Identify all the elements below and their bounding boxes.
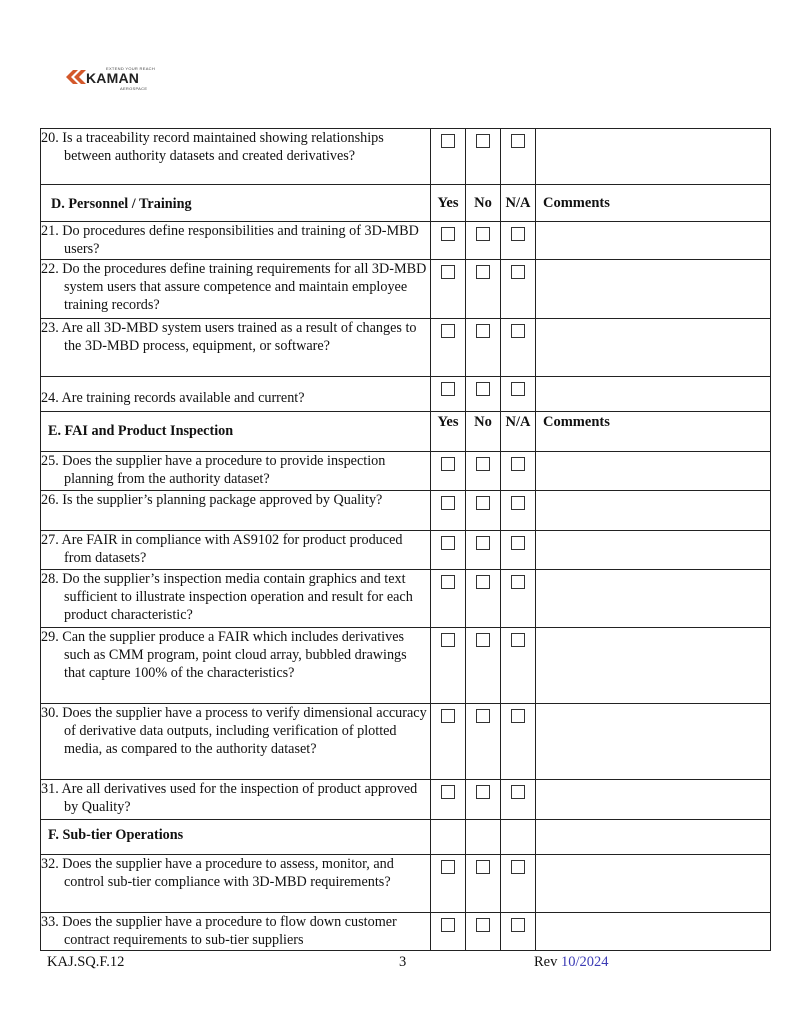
question-29: 29. Can the supplier produce a FAIR which includes derivatives such as CMM program, point cloud array, bubbled drawings that capture 100% of the characteristics? bbox=[41, 629, 407, 681]
na-header: N/A bbox=[501, 412, 536, 452]
na-checkbox[interactable] bbox=[511, 265, 525, 279]
na-checkbox[interactable] bbox=[511, 918, 525, 932]
revision-date: 10/2024 bbox=[560, 954, 609, 970]
yes-checkbox[interactable] bbox=[441, 633, 455, 647]
footer-revision bbox=[534, 954, 609, 971]
yes-checkbox[interactable] bbox=[441, 265, 455, 279]
table-row bbox=[41, 913, 771, 951]
question-33: 33. Does the supplier have a procedure to flow down customer contract requirements to sub-tier suppliers bbox=[41, 914, 397, 948]
no-checkbox[interactable] bbox=[476, 496, 490, 510]
question-22: 22. Do the procedures define training requirements for all 3D-MBD system users that assure competence and maintain employee training records? bbox=[41, 261, 427, 313]
na-checkbox[interactable] bbox=[511, 457, 525, 471]
no-checkbox[interactable] bbox=[476, 785, 490, 799]
no-checkbox[interactable] bbox=[476, 633, 490, 647]
section-d-title: D. Personnel / Training bbox=[41, 185, 431, 222]
comments-cell[interactable] bbox=[536, 913, 771, 951]
yes-checkbox[interactable] bbox=[441, 496, 455, 510]
comments-header: Comments bbox=[536, 412, 771, 452]
no-checkbox[interactable] bbox=[476, 324, 490, 338]
no-checkbox[interactable] bbox=[476, 918, 490, 932]
comments-cell[interactable] bbox=[536, 531, 771, 570]
yes-checkbox[interactable] bbox=[441, 785, 455, 799]
table-row bbox=[41, 452, 771, 491]
na-checkbox[interactable] bbox=[511, 382, 525, 396]
logo-division: AEROSPACE bbox=[120, 86, 148, 91]
no-checkbox[interactable] bbox=[476, 709, 490, 723]
no-checkbox[interactable] bbox=[476, 265, 490, 279]
comments-cell[interactable] bbox=[536, 570, 771, 628]
na-checkbox[interactable] bbox=[511, 496, 525, 510]
question-32: 32. Does the supplier have a procedure to assess, monitor, and control sub-tier compliance with 3D-MBD requirements? bbox=[41, 856, 394, 890]
no-checkbox[interactable] bbox=[476, 457, 490, 471]
question-28: 28. Do the supplier’s inspection media contain graphics and text sufficient to illustrate inspection operation and result for each product characteristic? bbox=[41, 571, 413, 623]
table-row bbox=[41, 129, 771, 185]
question-30: 30. Does the supplier have a process to verify dimensional accuracy of derivative data outputs, including verification of plotted media, as compared to the authority dataset? bbox=[41, 705, 427, 757]
logo-name: KAMAN bbox=[86, 70, 140, 86]
table-row bbox=[41, 570, 771, 628]
na-checkbox[interactable] bbox=[511, 785, 525, 799]
na-checkbox[interactable] bbox=[511, 536, 525, 550]
section-header-row bbox=[41, 820, 771, 855]
table-row bbox=[41, 377, 771, 412]
na-checkbox[interactable] bbox=[511, 227, 525, 241]
table-row bbox=[41, 531, 771, 570]
table-row bbox=[41, 319, 771, 377]
yes-header: Yes bbox=[431, 185, 466, 222]
footer-page-number: 3 bbox=[399, 954, 407, 970]
no-checkbox[interactable] bbox=[476, 860, 490, 874]
comments-cell[interactable] bbox=[536, 319, 771, 377]
table-row bbox=[41, 260, 771, 319]
yes-checkbox[interactable] bbox=[441, 457, 455, 471]
footer-doc-id: KAJ.SQ.F.12 bbox=[47, 954, 125, 970]
question-31: 31. Are all derivatives used for the inspection of product approved by Quality? bbox=[41, 781, 418, 815]
logo-tagline: EXTEND YOUR REACH bbox=[106, 66, 156, 71]
question-25: 25. Does the supplier have a procedure to provide inspection planning from the authority dataset? bbox=[41, 453, 386, 487]
yes-checkbox[interactable] bbox=[441, 227, 455, 241]
comments-cell[interactable] bbox=[536, 452, 771, 491]
yes-checkbox[interactable] bbox=[441, 709, 455, 723]
no-header: No bbox=[466, 185, 501, 222]
no-header: No bbox=[466, 412, 501, 452]
na-checkbox[interactable] bbox=[511, 324, 525, 338]
na-checkbox[interactable] bbox=[511, 575, 525, 589]
kaman-mark-icon bbox=[66, 70, 88, 84]
no-checkbox[interactable] bbox=[476, 536, 490, 550]
na-checkbox[interactable] bbox=[511, 860, 525, 874]
question-23: 23. Are all 3D-MBD system users trained as a result of changes to the 3D-MBD process, equipment, or software? bbox=[41, 320, 417, 354]
comments-cell[interactable] bbox=[536, 628, 771, 704]
yes-checkbox[interactable] bbox=[441, 134, 455, 148]
table-row bbox=[41, 855, 771, 913]
section-f-title: F. Sub-tier Operations bbox=[41, 820, 431, 855]
yes-checkbox[interactable] bbox=[441, 382, 455, 396]
no-checkbox[interactable] bbox=[476, 134, 490, 148]
na-checkbox[interactable] bbox=[511, 633, 525, 647]
revision-label: Rev bbox=[534, 954, 558, 970]
table-row bbox=[41, 491, 771, 531]
kaman-logo bbox=[48, 50, 170, 110]
na-header: N/A bbox=[501, 185, 536, 222]
question-26: 26. Is the supplier’s planning package approved by Quality? bbox=[41, 492, 383, 508]
yes-checkbox[interactable] bbox=[441, 860, 455, 874]
na-checkbox[interactable] bbox=[511, 709, 525, 723]
na-checkbox[interactable] bbox=[511, 134, 525, 148]
question-20: 20. Is a traceability record maintained showing relationships between authority datasets and created derivatives? bbox=[41, 130, 384, 164]
question-27: 27. Are FAIR in compliance with AS9102 for product produced from datasets? bbox=[41, 532, 403, 566]
comments-cell[interactable] bbox=[536, 129, 771, 185]
comments-cell[interactable] bbox=[536, 222, 771, 260]
table-row bbox=[41, 780, 771, 820]
section-e-title: E. FAI and Product Inspection bbox=[41, 412, 431, 452]
comments-cell[interactable] bbox=[536, 855, 771, 913]
yes-checkbox[interactable] bbox=[441, 536, 455, 550]
question-21: 21. Do procedures define responsibilities and training of 3D-MBD users? bbox=[41, 223, 419, 257]
table-row bbox=[41, 222, 771, 260]
table-row bbox=[41, 704, 771, 780]
no-checkbox[interactable] bbox=[476, 575, 490, 589]
comments-cell[interactable] bbox=[536, 260, 771, 319]
checklist-table bbox=[40, 128, 771, 951]
section-header-row bbox=[41, 412, 771, 452]
no-checkbox[interactable] bbox=[476, 227, 490, 241]
section-header-row bbox=[41, 185, 771, 222]
comments-cell[interactable] bbox=[536, 377, 771, 412]
table-row bbox=[41, 628, 771, 704]
no-checkbox[interactable] bbox=[476, 382, 490, 396]
yes-checkbox[interactable] bbox=[441, 918, 455, 932]
comments-cell[interactable] bbox=[536, 491, 771, 531]
yes-checkbox[interactable] bbox=[441, 324, 455, 338]
comments-cell[interactable] bbox=[536, 780, 771, 820]
question-24: 24. Are training records available and current? bbox=[41, 390, 305, 406]
yes-header: Yes bbox=[431, 412, 466, 452]
comments-header: Comments bbox=[536, 185, 771, 222]
yes-checkbox[interactable] bbox=[441, 575, 455, 589]
comments-cell[interactable] bbox=[536, 704, 771, 780]
